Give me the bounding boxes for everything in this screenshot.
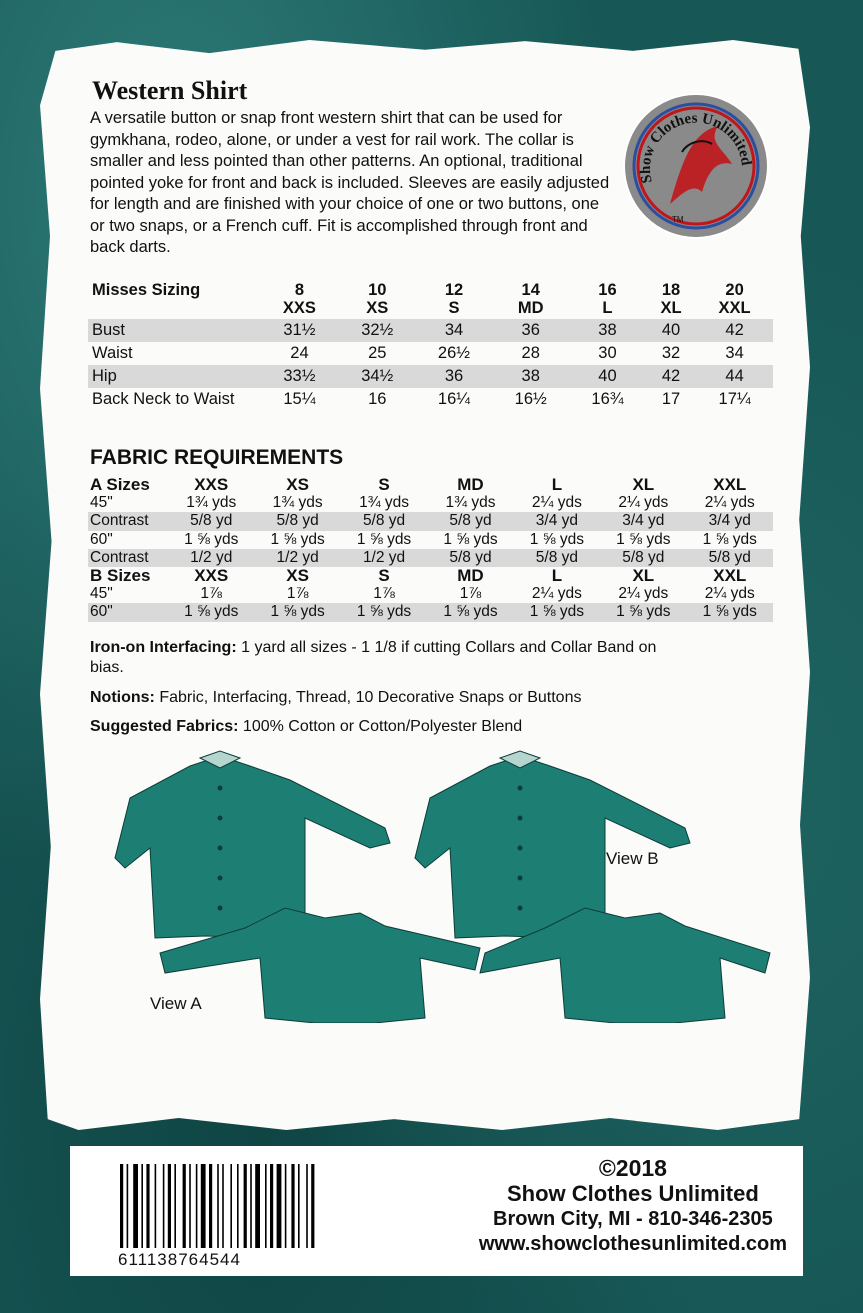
pattern-title: Western Shirt — [92, 76, 248, 105]
fabric-row — [88, 476, 773, 494]
fabric-cell: XS — [286, 566, 309, 586]
sizing-row-label: Waist — [92, 344, 133, 362]
fabric-row — [88, 567, 773, 585]
barcode-bar — [306, 1164, 308, 1248]
sizing-cell: 40 — [569, 365, 646, 388]
fabric-row — [88, 585, 773, 603]
barcode-bar — [250, 1164, 252, 1248]
publisher-info — [479, 1156, 787, 1257]
fabric-requirements-title: FABRIC REQUIREMENTS — [90, 446, 344, 469]
shirt-illustrations — [95, 748, 775, 1023]
sizing-header-cell: 10 XS — [366, 281, 389, 317]
shirt-front-view-a — [115, 756, 390, 938]
sizing-row-label: Bust — [88, 319, 260, 342]
suggested-fabrics-note — [90, 717, 690, 737]
sizing-cell: 17 — [661, 390, 681, 408]
sizing-cell: 31½ — [260, 319, 339, 342]
fabric-cell: 1/2 yd — [254, 549, 340, 567]
barcode-bar — [237, 1164, 239, 1248]
fabric-cell: 1 ⅝ yds — [616, 530, 671, 548]
barcode-bar — [196, 1164, 198, 1248]
barcode-bar — [183, 1164, 186, 1248]
fabric-cell: 45" — [90, 585, 113, 603]
fabric-cell: 5/8 yd — [254, 512, 340, 530]
fabric-cell: 3/4 yd — [687, 512, 773, 530]
barcode-number: 611138764544 — [118, 1250, 241, 1269]
brand-logo — [622, 92, 770, 240]
fabric-cell: 60" — [90, 530, 113, 548]
fabric-cell: 3/4 yd — [600, 512, 686, 530]
fabric-cell: A Sizes — [90, 475, 150, 495]
barcode-bar — [133, 1164, 138, 1248]
fabric-cell: 5/8 yd — [427, 549, 513, 567]
sizing-cell: 36 — [492, 319, 569, 342]
sizing-cell: 16½ — [514, 390, 547, 408]
fabric-cell: 2¼ yds — [531, 585, 582, 603]
fabric-row — [88, 603, 773, 621]
view-a-label: View A — [150, 994, 202, 1013]
fabric-cell: 5/8 yd — [427, 512, 513, 530]
fabric-cell: 1 ⅝ yds — [341, 603, 427, 621]
fabric-cell: 60" — [88, 603, 168, 621]
sizing-cell: 38 — [569, 319, 646, 342]
fabric-cell: 5/8 yd — [341, 512, 427, 530]
barcode-bar — [163, 1164, 165, 1248]
sizing-table — [88, 281, 773, 411]
sizing-cell: 38 — [492, 365, 569, 388]
sizing-header-cell: 12 S — [444, 281, 464, 317]
company-address: Brown City, MI - 810-346-2305 — [493, 1208, 773, 1230]
barcode-bar — [244, 1164, 247, 1248]
view-b-label: View B — [606, 849, 659, 868]
fabric-cell: 1 ⅝ yds — [600, 603, 686, 621]
barcode-bar — [209, 1164, 212, 1248]
sizing-cell: 26½ — [437, 344, 471, 362]
barcode-bar — [285, 1164, 287, 1248]
fabric-cell: 2¼ yds — [618, 585, 669, 603]
barcode — [118, 1164, 368, 1248]
notions-note — [90, 688, 690, 708]
fabric-cell: XS — [286, 475, 309, 495]
fabric-cell: 1 ⅝ yds — [168, 603, 254, 621]
fabric-row — [88, 549, 773, 567]
fabric-cell: L — [551, 566, 563, 586]
sizing-row — [88, 319, 773, 342]
barcode-bar — [311, 1164, 314, 1248]
fabric-cell: 1¾ yds — [272, 494, 323, 512]
fabric-cell: 3/4 yd — [514, 512, 600, 530]
fabric-cell: 1 ⅝ yds — [443, 530, 498, 548]
barcode-bar — [127, 1164, 129, 1248]
sizing-header-cell: 20 XXL — [718, 281, 751, 317]
fabric-cell: MD — [457, 566, 484, 586]
fabric-cell: 1¾ yds — [186, 494, 237, 512]
sizing-cell: 34 — [416, 319, 493, 342]
fabric-cell: Contrast — [88, 549, 168, 567]
logo-text: Show Clothes Unlimited — [637, 110, 754, 185]
fabric-cell: XL — [632, 566, 655, 586]
sizing-cell: 44 — [696, 365, 773, 388]
fabric-cell: 1 ⅝ yds — [254, 603, 340, 621]
fabric-row — [88, 531, 773, 549]
sizing-header-cell: 16 L — [598, 281, 617, 317]
barcode-bar — [217, 1164, 219, 1248]
company-name: Show Clothes Unlimited — [507, 1181, 759, 1206]
fabric-row — [88, 494, 773, 512]
fabric-cell: 1 ⅝ yds — [514, 603, 600, 621]
barcode-bar — [141, 1164, 143, 1248]
fabric-table — [88, 476, 773, 622]
fabric-cell: 1 ⅝ yds — [270, 530, 325, 548]
fabric-cell: MD — [457, 475, 484, 495]
sizing-cell: 16¾ — [591, 390, 624, 408]
sizing-cell: 36 — [416, 365, 493, 388]
barcode-bar — [146, 1164, 149, 1248]
sizing-header-cell: 18 XL — [660, 281, 682, 317]
barcode-bar — [265, 1164, 267, 1248]
fabric-cell: 1¾ yds — [359, 494, 410, 512]
fabric-cell: XXS — [194, 566, 229, 586]
sizing-header-cell: 8 XXS — [282, 281, 316, 317]
suggested-text: 100% Cotton or Cotton/Polyester Blend — [238, 718, 523, 735]
sizing-cell: 32½ — [339, 319, 416, 342]
sizing-row-label: Hip — [88, 365, 260, 388]
fabric-cell: 1¾ yds — [445, 494, 496, 512]
barcode-bar — [120, 1164, 123, 1248]
fabric-cell: 2¼ yds — [704, 494, 755, 512]
fabric-cell: 5/8 yd — [514, 549, 600, 567]
sizing-cell: 34 — [725, 344, 744, 362]
notions-label: Notions: — [90, 689, 155, 706]
sizing-row-label: Back Neck to Waist — [92, 390, 235, 408]
fabric-cell: 1 ⅝ yds — [356, 530, 412, 548]
fabric-cell: S — [378, 475, 390, 495]
fabric-cell: 1 ⅝ yds — [427, 603, 513, 621]
sizing-cell: 17¼ — [718, 390, 751, 408]
fabric-row — [88, 512, 773, 530]
barcode-bar — [168, 1164, 171, 1248]
barcode-bar — [255, 1164, 260, 1248]
fabric-cell: XXL — [713, 566, 747, 586]
barcode-bar — [270, 1164, 273, 1248]
fabric-cell: S — [378, 566, 390, 586]
fabric-cell: 1⅞ — [459, 585, 482, 603]
interfacing-label: Iron-on Interfacing: — [90, 639, 237, 656]
barcode-bar — [189, 1164, 191, 1248]
fabric-cell: 1/2 yd — [341, 549, 427, 567]
sizing-row — [88, 365, 773, 388]
sizing-cell: 42 — [646, 365, 696, 388]
fabric-cell: 2¼ yds — [531, 494, 582, 512]
barcode-bar — [174, 1164, 176, 1248]
sizing-cell: 16 — [368, 390, 387, 408]
shirt-front-view-b — [415, 756, 690, 938]
pattern-description: A versatile button or snap front western shirt that can be used for gymkhana, rodeo, alone, or under a vest for rail work. The collar is smaller and less pointed than other patterns. An optional, traditional pointed yoke for front and back is included. Sleeves are easily adjusted for length and are finished with your choice of one or two buttons, one or two snaps, or a French cuff. Fit is accomplished through front and back darts. — [90, 109, 610, 256]
interfacing-text: 1 yard all sizes - 1 1/8 if cutting Collars and Collar Band on bias. — [90, 639, 657, 676]
copyright: ©2018 — [598, 1155, 667, 1181]
fabric-cell: XL — [632, 475, 655, 495]
sizing-cell: 40 — [646, 319, 696, 342]
logo-tm: TM — [672, 215, 684, 224]
barcode-bar — [201, 1164, 206, 1248]
fabric-cell: Contrast — [88, 512, 168, 530]
sizing-cell: 25 — [368, 344, 387, 362]
notions-text: Fabric, Interfacing, Thread, 10 Decorative Snaps or Buttons — [154, 689, 582, 706]
sizing-cell: 32 — [661, 344, 681, 362]
barcode-bar — [230, 1164, 232, 1248]
barcode-bar — [277, 1164, 282, 1248]
fabric-cell: XXL — [713, 475, 747, 495]
fabric-cell: 5/8 yd — [600, 549, 686, 567]
fabric-cell: 1 ⅝ yds — [702, 530, 757, 548]
sizing-cell: 28 — [521, 344, 540, 362]
sizing-row — [88, 388, 773, 411]
fabric-cell: 1/2 yd — [168, 549, 254, 567]
fabric-cell: 5/8 yd — [687, 549, 773, 567]
fabric-cell: B Sizes — [90, 566, 151, 586]
sizing-cell: 34½ — [339, 365, 416, 388]
fabric-cell: 1⅞ — [373, 585, 395, 603]
fabric-cell: 45" — [90, 494, 113, 512]
fabric-cell: 2¼ yds — [618, 494, 669, 512]
sizing-row — [88, 342, 773, 365]
sizing-cell: 15¼ — [283, 390, 316, 408]
barcode-bar — [291, 1164, 294, 1248]
sizing-cell: 30 — [598, 344, 617, 362]
sizing-cell: 16¼ — [437, 390, 471, 408]
interfacing-note — [90, 638, 690, 678]
sizing-cell: 33½ — [260, 365, 339, 388]
sizing-cell: 24 — [290, 344, 309, 362]
fabric-cell: 1 ⅝ yds — [529, 530, 585, 548]
sizing-header-cell: Misses Sizing — [92, 281, 201, 299]
sizing-header-row — [88, 281, 773, 319]
fabric-cell: 1 ⅝ yds — [687, 603, 773, 621]
fabric-cell: XXS — [194, 475, 229, 495]
fabric-cell: 2¼ yds — [704, 585, 755, 603]
barcode-bar — [298, 1164, 300, 1248]
barcode-bar — [222, 1164, 224, 1248]
fabric-cell: 5/8 yd — [168, 512, 254, 530]
fabric-cell: L — [551, 475, 563, 495]
barcode-bar — [155, 1164, 157, 1248]
sizing-cell: 42 — [696, 319, 773, 342]
fabric-cell: 1 ⅝ yds — [184, 530, 239, 548]
footer-panel — [70, 1146, 803, 1276]
company-website[interactable]: www.showclothesunlimited.com — [478, 1233, 787, 1255]
suggested-label: Suggested Fabrics: — [90, 718, 239, 735]
fabric-cell: 1⅞ — [200, 585, 222, 603]
fabric-cell: 1⅞ — [286, 585, 309, 603]
sizing-header-cell: 14 MD — [517, 281, 544, 317]
